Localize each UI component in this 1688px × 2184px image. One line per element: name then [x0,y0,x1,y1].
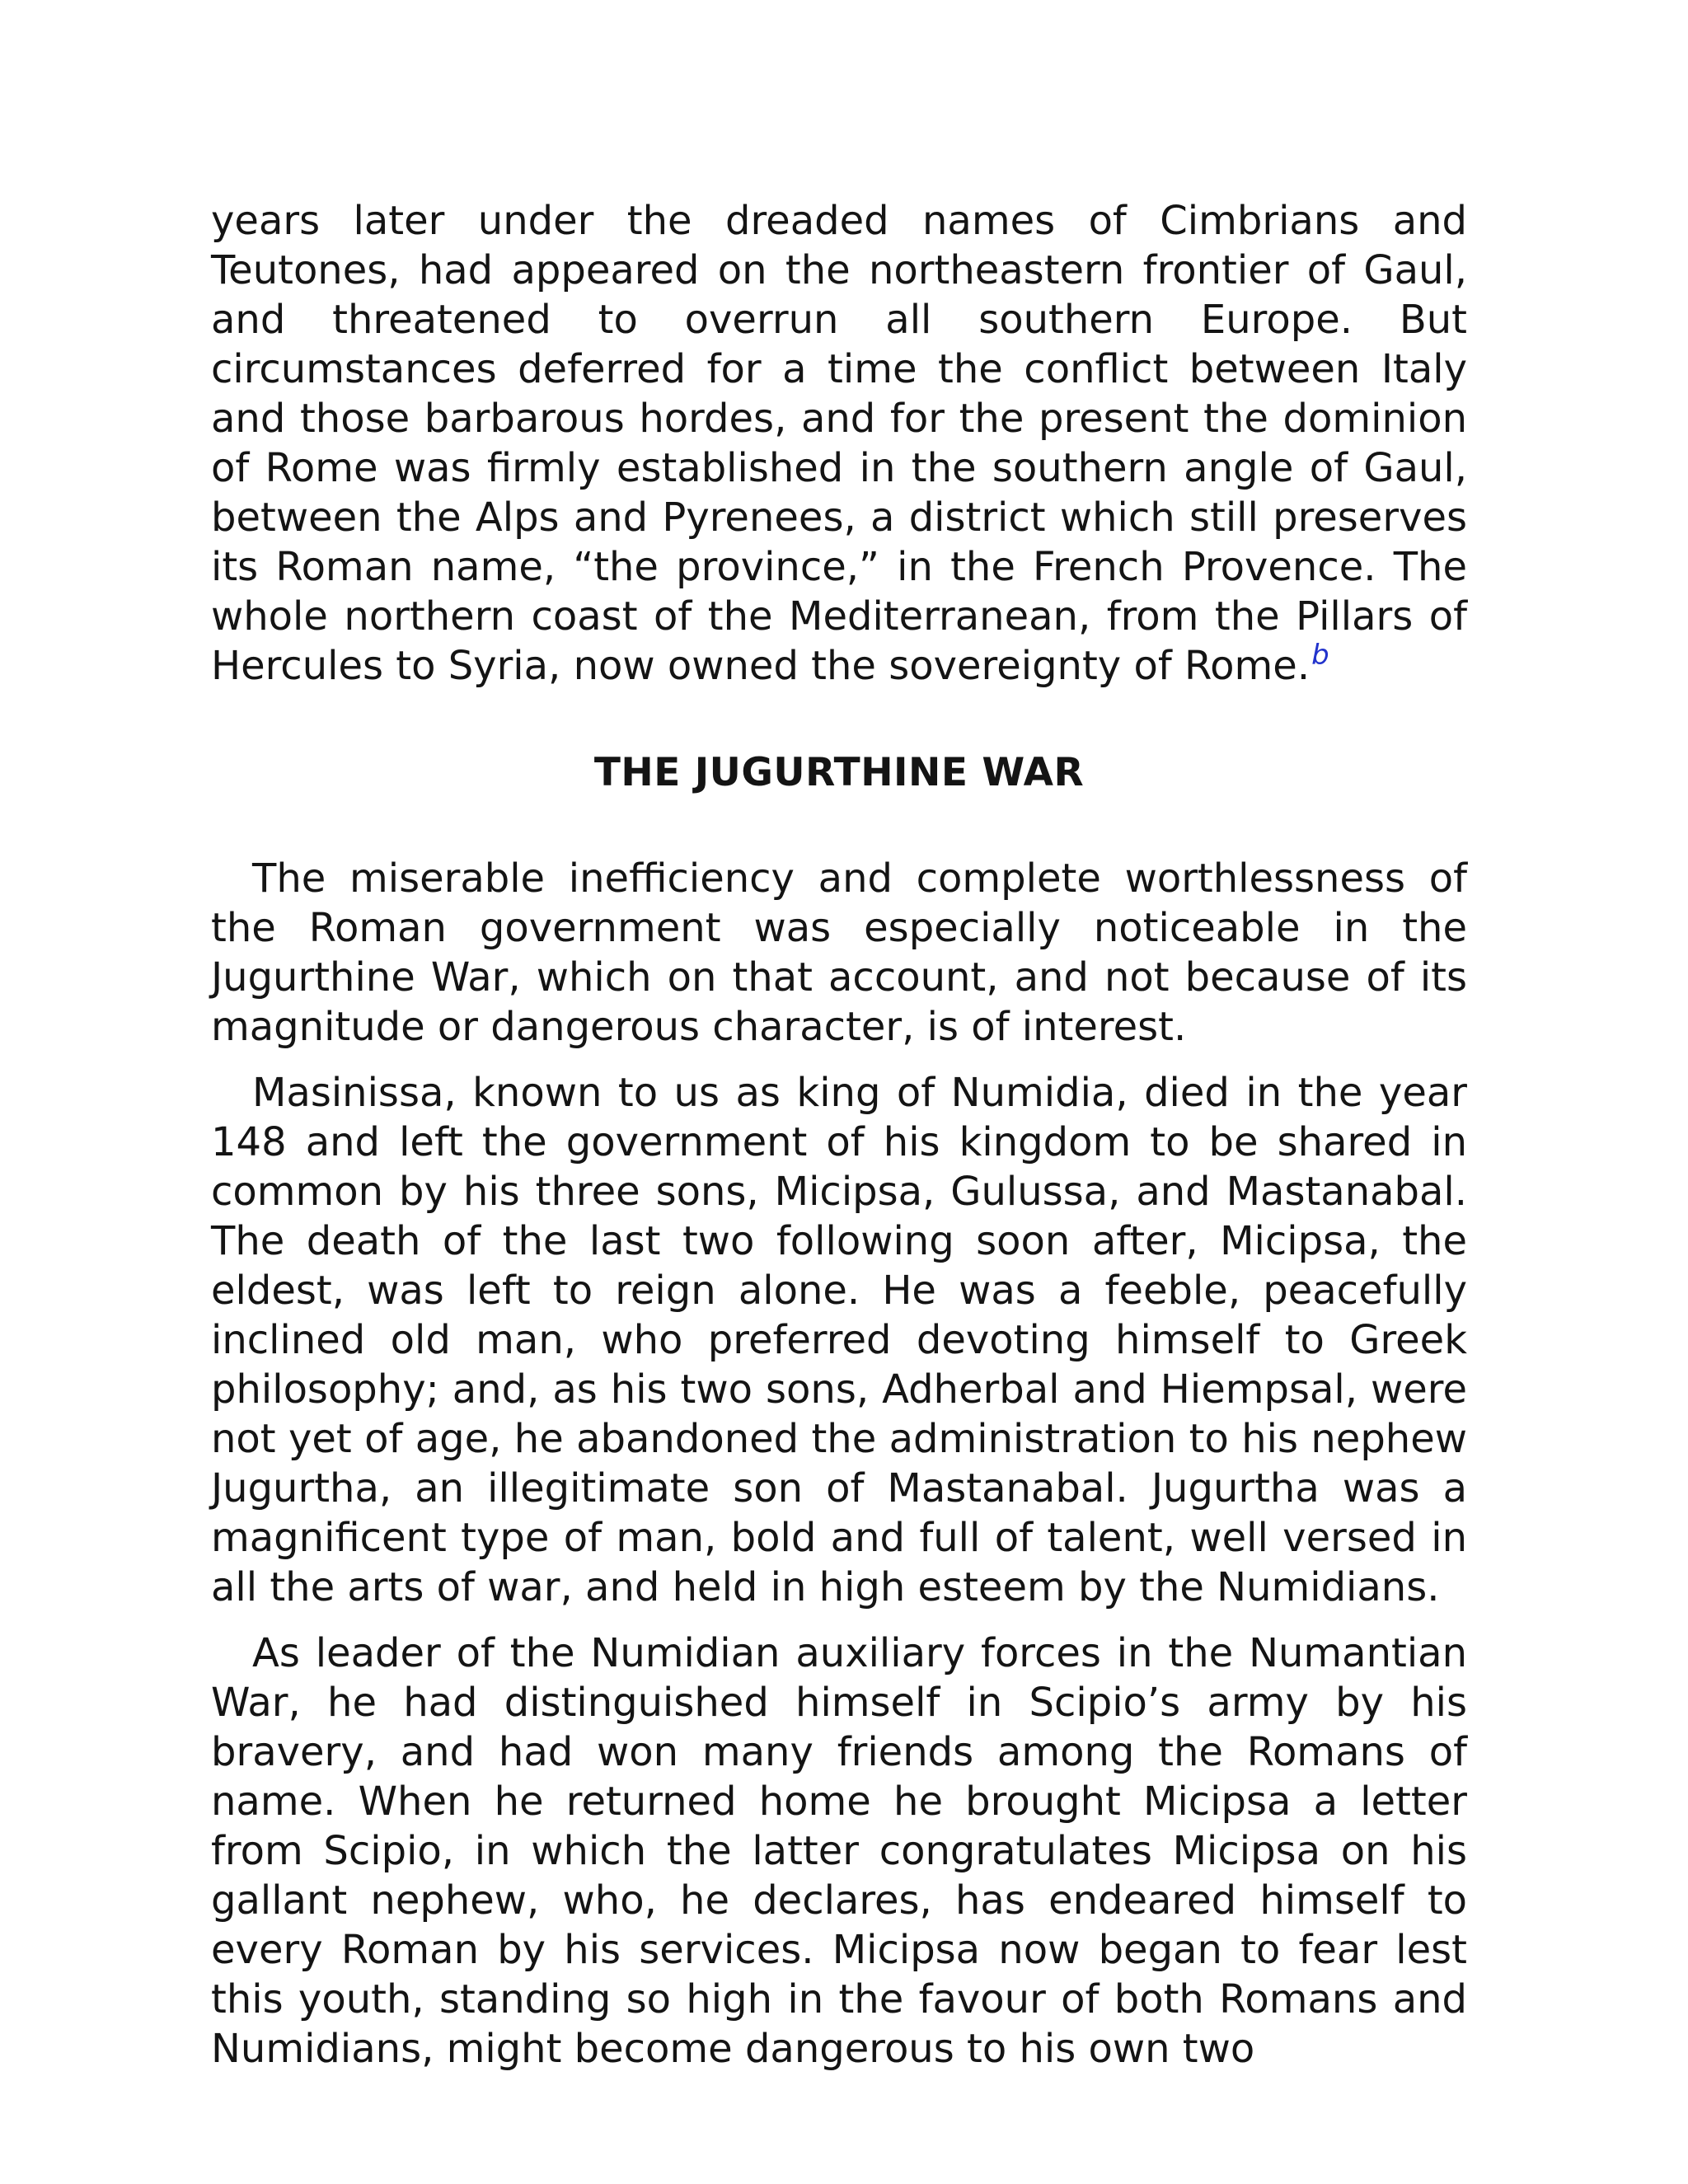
opening-paragraph-text: years later under the dreaded names of Cimbrians and Teutones, had appeared on the northeastern frontier of Gaul, and threatened to overrun all southern Europe. But circumstances deferred for a time the conflict between Italy and those barbarous hordes, and for the present the dominion of Rome was firmly established in the southern angle of Gaul, between the Alps and Pyrenees, a district which still preserves its Roman name, “the province,” in the French Provence. The whole northern coast of the Mediterranean, from the Pillars of Hercules to Syria, now owned the sovereignty of Rome. [211,198,1467,689]
body-paragraph-1: The miserable inefficiency and complete worthlessness of the Roman government was especially noticeable in the Jugurthine War, which on that account, and not because of its magnitude or dangerous character, is of interest. [211,855,1467,1050]
body-paragraph-3: As leader of the Numidian auxiliary forces in the Numantian War, he had distinguished himself in Scipio’s army by his bravery, and had won many friends among the Romans of name. When he returned home he brought Micipsa a letter from Scipio, in which the latter congratulates Micipsa on his gallant nephew, who, he declares, has endeared himself to every Roman by his services. Micipsa now began to fear lest this youth, standing so high in the favour of both Romans and Numidians, might become dangerous to his own two [211,1630,1467,2072]
section-heading: THE JUGURTHINE WAR [593,750,1085,795]
opening-paragraph [211,196,1467,691]
body-paragraph-2: Masinissa, known to us as king of Numidia, died in the year 148 and left the government of his kingdom to be shared in common by his three sons, Micipsa, Gulussa, and Mastanabal. The death of the last two following soon after, Micipsa, the eldest, was left to reign alone. He was a feeble, peacefully inclined old man, who preferred devoting himself to Greek philosophy; and, as his two sons, Adherbal and Hiempsal, were not yet of age, he abandoned the administration to his nephew Jugurtha, an illegitimate son of Mastanabal. Jugurtha was a magnificent type of man, bold and full of talent, well versed in all the arts of war, and held in high esteem by the Numidians. [211,1070,1467,1610]
footnote-reference-link[interactable]: b [1311,639,1329,672]
document-page [211,196,1467,2074]
